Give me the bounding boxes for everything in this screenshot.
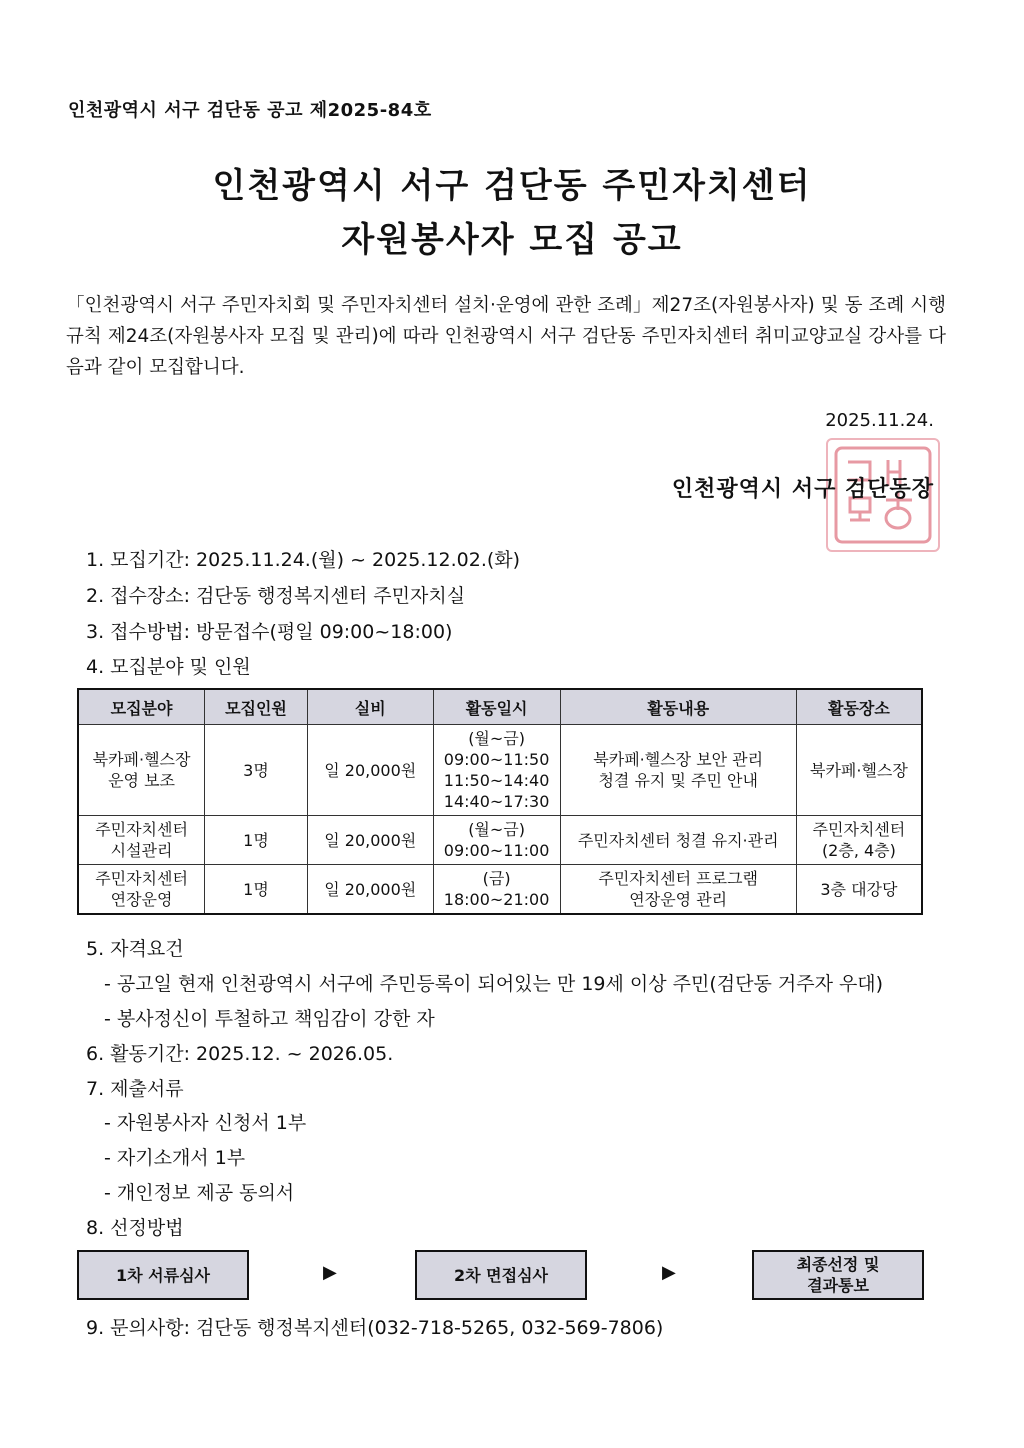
arrow-right-icon: ▶ [662,1262,676,1283]
table-header: 실비 [307,689,433,725]
cell-content: 북카페·헬스장 보안 관리 청결 유지 및 주민 안내 [560,725,796,816]
table-row [78,865,922,915]
table-header: 모집인원 [205,689,308,725]
table-header-row [78,689,922,725]
cell-field: 주민자치센터 시설관리 [78,816,205,865]
cell-pay: 일 20,000원 [307,865,433,915]
table-row [78,725,922,816]
cell-schedule: (월~금) 09:00~11:00 [433,816,560,865]
page-title-line2: 자원봉사자 모집 공고 [341,220,683,260]
page-title-line1: 인천광역시 서구 검단동 주민자치센터 [212,166,812,206]
cell-content: 주민자치센터 프로그램 연장운영 관리 [560,865,796,915]
item-activity-period: 6. 활동기간: 2025.12. ~ 2026.05. [86,1043,394,1065]
item-documents: 7. 제출서류 [86,1078,184,1100]
notice-number: 인천광역시 서구 검단동 공고 제2025-84호 [68,100,432,121]
item-inquiry: 9. 문의사항: 검단동 행정복지센터(032-718-5265, 032-569-7806) [86,1317,664,1339]
table-header: 모집분야 [78,689,205,725]
cell-location: 3층 대강당 [796,865,922,915]
flow-step-final-line1: 최종선정 및 [796,1255,880,1274]
cell-field: 주민자치센터 연장운영 [78,865,205,915]
table-header: 활동내용 [560,689,796,725]
notice-date: 2025.11.24. [825,410,934,431]
cell-field: 북카페·헬스장 운영 보조 [78,725,205,816]
document-2: - 자기소개서 1부 [104,1147,246,1169]
cell-content: 주민자치센터 청결 유지·관리 [560,816,796,865]
cell-location: 주민자치센터 (2층, 4층) [796,816,922,865]
cell-count: 1명 [205,816,308,865]
table-header: 활동일시 [433,689,560,725]
document-3: - 개인정보 제공 동의서 [104,1182,295,1204]
flow-step-interview: 2차 면접심사 [415,1250,587,1300]
table-row [78,816,922,865]
flow-step-final-line2: 결과통보 [807,1276,869,1295]
item-place: 2. 접수장소: 검단동 행정복지센터 주민자치실 [86,585,466,607]
intro-paragraph: 「인천광역시 서구 주민자치회 및 주민자치센터 설치·운영에 관한 조례」제27조(자원봉사자) 및 동 조례 시행규칙 제24조(자원봉사자 모집 및 관리)에 따라 인천광역시 서구 검단동 주민자치센터 취미교양교실 강사를 다음과 같이 모집합니다. [66,295,946,378]
arrow-right-icon: ▶ [323,1262,337,1283]
flow-step-document-review: 1차 서류심사 [77,1250,249,1300]
item-fields: 4. 모집분야 및 인원 [86,656,251,678]
flow-step-final-selection [752,1250,924,1300]
recruitment-table [77,688,923,915]
cell-location: 북카페·헬스장 [796,725,922,816]
cell-pay: 일 20,000원 [307,725,433,816]
cell-schedule: (월~금) 09:00~11:50 11:50~14:40 14:40~17:30 [433,725,560,816]
document-1: - 자원봉사자 신청서 1부 [104,1112,307,1134]
issuer-name: 인천광역시 서구 검단동장 [671,477,934,502]
item-selection: 8. 선정방법 [86,1217,184,1239]
qualification-2: - 봉사정신이 투철하고 책임감이 강한 자 [104,1008,435,1030]
cell-count: 1명 [205,865,308,915]
cell-pay: 일 20,000원 [307,816,433,865]
cell-count: 3명 [205,725,308,816]
table-header: 활동장소 [796,689,922,725]
item-period: 1. 모집기간: 2025.11.24.(월) ~ 2025.12.02.(화) [86,549,521,571]
item-method: 3. 접수방법: 방문접수(평일 09:00~18:00) [86,621,453,643]
item-qualification: 5. 자격요건 [86,938,184,960]
qualification-1: - 공고일 현재 인천광역시 서구에 주민등록이 되어있는 만 19세 이상 주민(검단동 거주자 우대) [104,973,884,995]
cell-schedule: (금) 18:00~21:00 [433,865,560,915]
